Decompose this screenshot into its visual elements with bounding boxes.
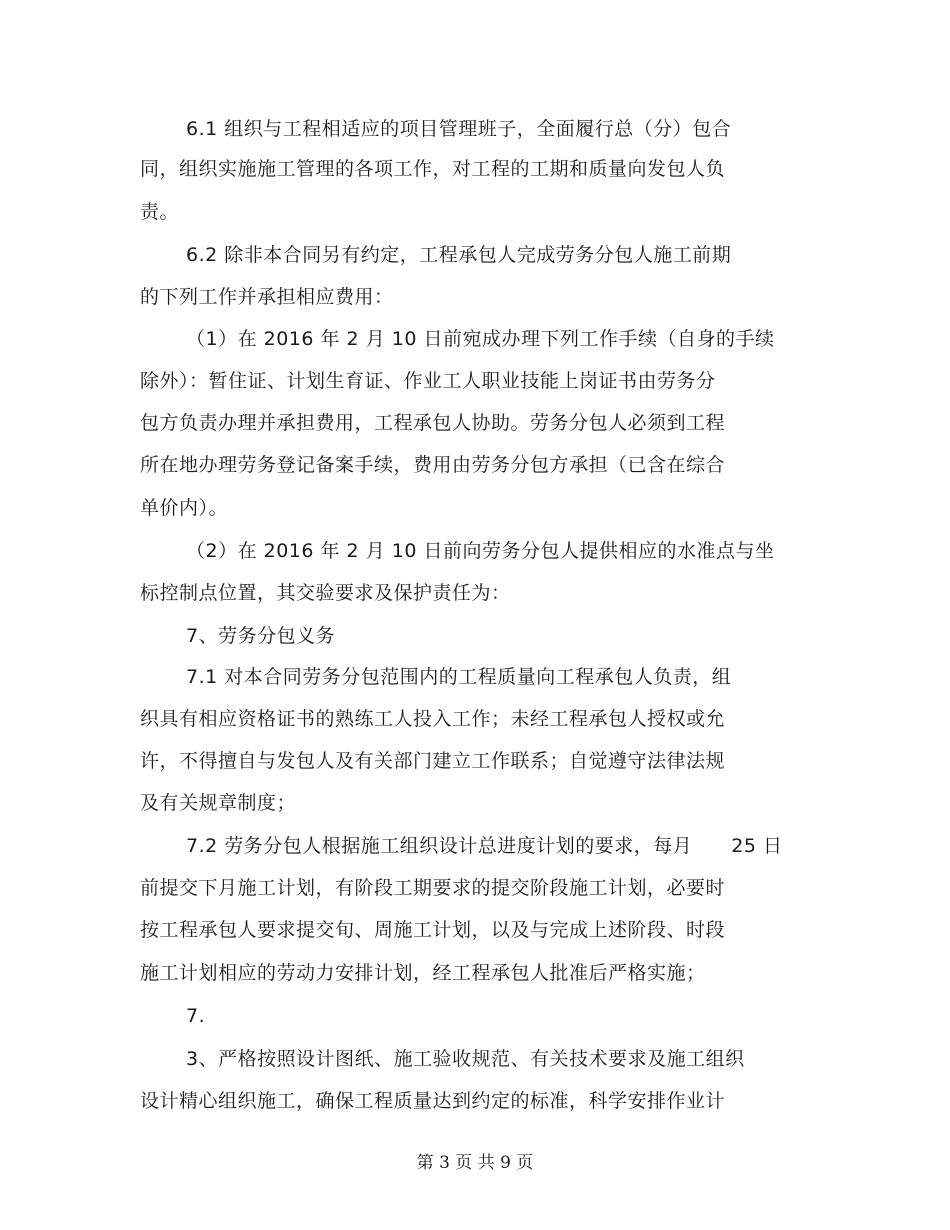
- paragraph-7-1-line-2: 织具有相应资格证书的熟练工人投入工作；未经工程承包人授权或允: [140, 708, 726, 730]
- item-1-line-2: 除外）：暂住证、计划生育证、作业工人职业技能上岗证书由劳务分: [140, 370, 716, 392]
- paragraph-6-2-line-1: 6.2 除非本合同另有约定，工程承包人完成劳务分包人施工前期: [186, 244, 732, 266]
- paragraph-7-2-line-3: 按工程承包人要求提交旬、周施工计划，以及与完成上述阶段、时段: [140, 919, 726, 941]
- paragraph-6-2-line-2: 的下列工作并承担相应费用：: [140, 286, 394, 308]
- paragraph-7-1-line-1: 7.1 对本合同劳务分包范围内的工程质量向工程承包人负责，组: [186, 666, 732, 688]
- paragraph-6-1-line-1: 6.1 组织与工程相适应的项目管理班子，全面履行总（分）包合: [186, 118, 732, 140]
- paragraph-7-3-line-2: 设计精心组织施工，确保工程质量达到约定的标准，科学安排作业计: [140, 1090, 726, 1112]
- page-number-footer: 第 3 页 共 9 页: [416, 1153, 534, 1173]
- item-1-line-3: 包方负责办理并承担费用，工程承包人协助。劳务分包人必须到工程: [140, 412, 726, 434]
- paragraph-7-1-line-4: 及有关规章制度；: [140, 792, 297, 814]
- paragraph-7-1-line-3: 许，不得擅自与发包人及有关部门建立工作联系；自觉遵守法律法规: [140, 750, 726, 772]
- paragraph-6-1-line-2: 同，组织实施施工管理的各项工作，对工程的工期和质量向发包人负: [140, 158, 726, 180]
- item-1-line-1: （1）在 2016 年 2 月 10 日前宛成办理下列工作手续（自身的手续: [186, 328, 775, 350]
- item-2-line-1: （2）在 2016 年 2 月 10 日前向劳务分包人提供相应的水准点与坐: [186, 540, 775, 562]
- item-1-line-5: 单价内）。: [140, 497, 229, 519]
- item-1-line-4: 所在地办理劳务登记备案手续，费用由劳务分包方承担（已含在综合: [140, 454, 726, 476]
- paragraph-7-3-number: 7.: [186, 1005, 206, 1027]
- section-7-heading: 7、劳务分包义务: [186, 625, 336, 647]
- item-2-line-2: 标控制点位置，其交验要求及保护责任为：: [140, 582, 511, 604]
- paragraph-7-3-line-1: 3、严格按照设计图纸、施工验收规范、有关技术要求及施工组织: [186, 1048, 745, 1070]
- paragraph-7-2-line-2: 前提交下月施工计划，有阶段工期要求的提交阶段施工计划，必要时: [140, 877, 726, 899]
- paragraph-6-1-line-3: 责。: [140, 201, 180, 223]
- paragraph-7-2-line-1: 7.2 劳务分包人根据施工组织设计总进度计划的要求，每月 25 日: [186, 835, 783, 857]
- paragraph-7-2-line-4: 施工计划相应的劳动力安排计划，经工程承包人批准后严格实施；: [140, 962, 706, 984]
